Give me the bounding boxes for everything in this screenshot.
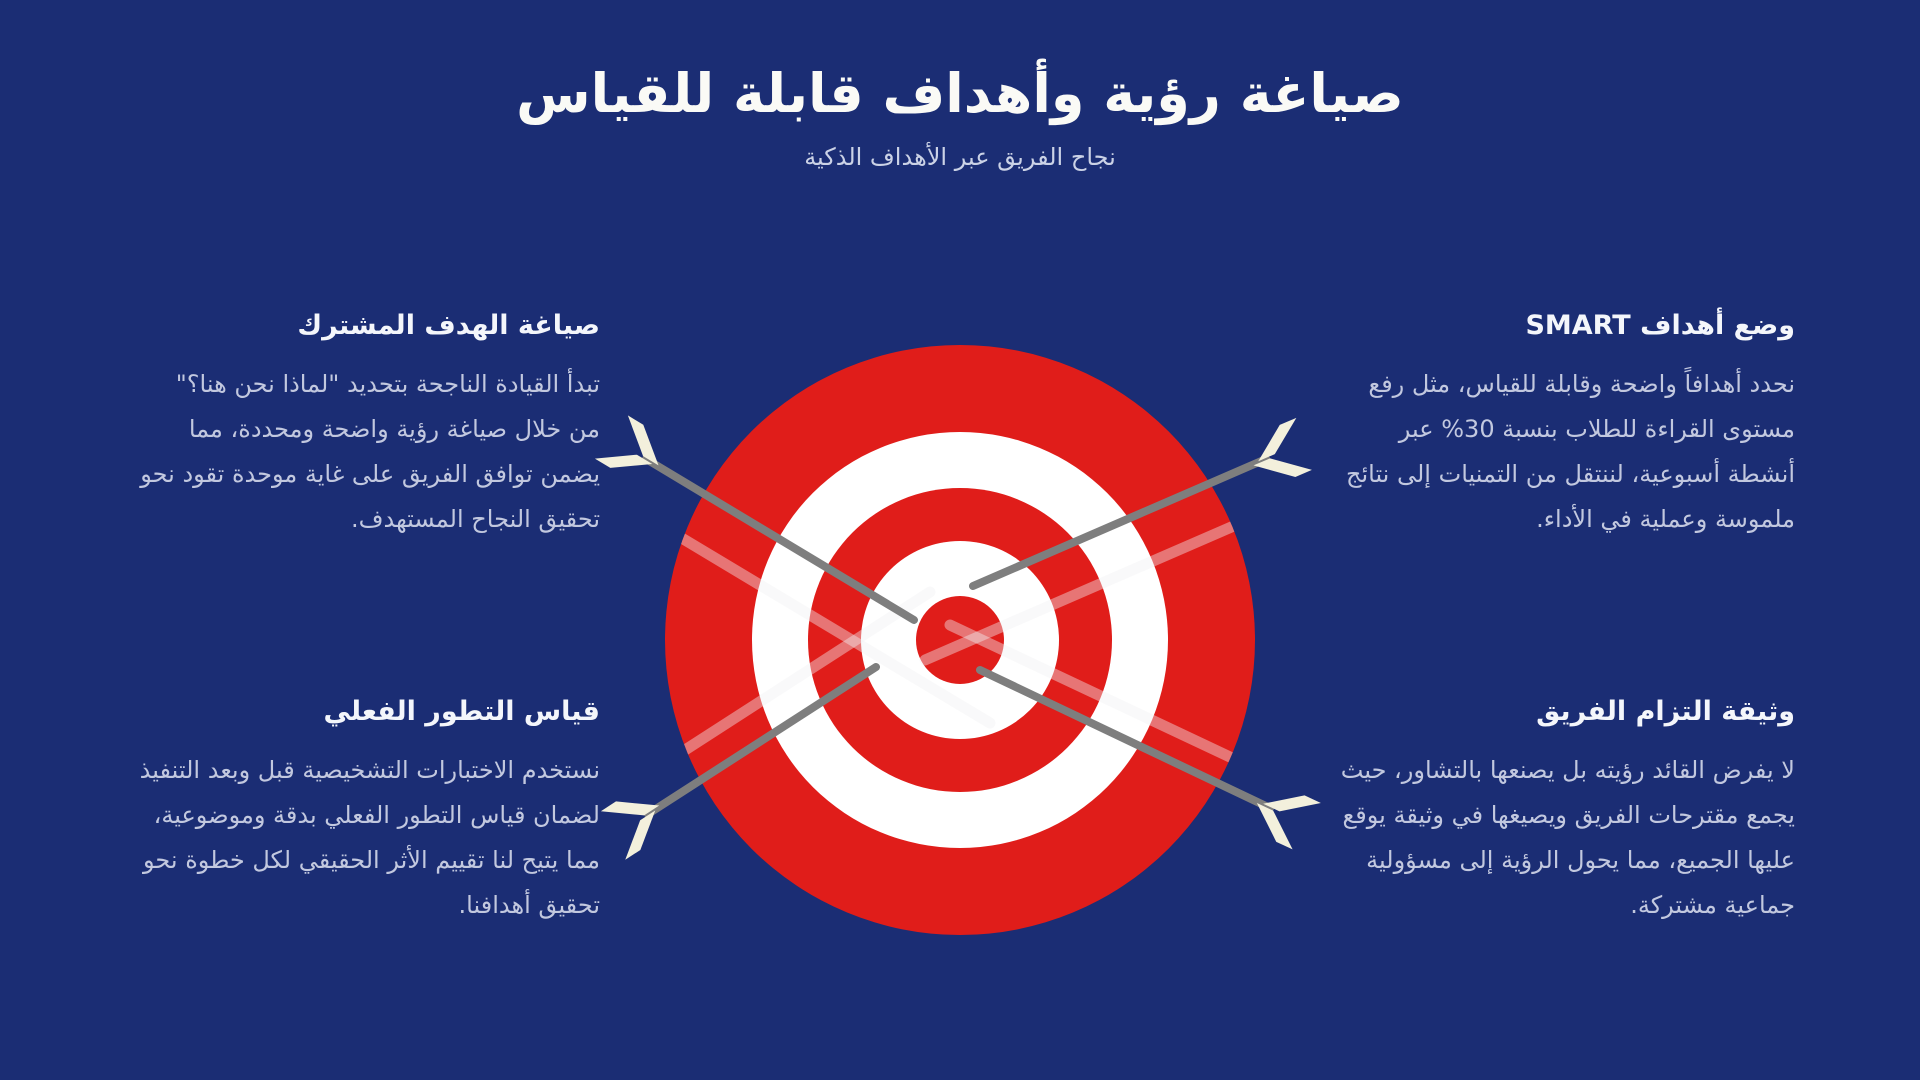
callout-smart-goals bbox=[1333, 308, 1795, 542]
callout-body: تبدأ القيادة الناجحة بتحديد "لماذا نحن هنا؟" من خلال صياغة رؤية واضحة ومحددة، مما يضمن توافق الفريق على غاية موحدة تقود نحو تحقيق النجاح المستهدف. bbox=[140, 370, 600, 533]
arrow-fletching bbox=[1245, 779, 1320, 852]
callout-heading: وثيقة التزام الفريق bbox=[1536, 696, 1795, 727]
page-title: صياغة رؤية وأهداف قابلة للقياس bbox=[516, 62, 1404, 125]
callout-heading: صياغة الهدف المشترك bbox=[297, 310, 600, 341]
callout-body: نحدد أهدافاً واضحة وقابلة للقياس، مثل رفع مستوى القراءة للطلاب بنسبة 30% عبر أنشطة أسبوعية، لننتقل من التمنيات إلى نتائج ملموسة وعملية في الأداء. bbox=[1345, 370, 1795, 533]
callout-body: نستخدم الاختبارات التشخيصية قبل وبعد التنفيذ لضمان قياس التطور الفعلي بدقة وموضوعية، مما يتيح لنا تقييم الأثر الحقيقي لكل خطوة نحو تحقيق أهدافنا. bbox=[139, 756, 600, 919]
callout-heading: وضع أهداف SMART bbox=[1525, 310, 1795, 341]
arrow-fletching bbox=[596, 783, 674, 860]
arrow-fletching bbox=[595, 412, 673, 488]
callout-team-commitment bbox=[1333, 694, 1795, 928]
page-subtitle: نجاح الفريق عبر الأهداف الذكية bbox=[804, 143, 1116, 171]
callout-measure-progress bbox=[138, 694, 600, 928]
callout-body: لا يفرض القائد رؤيته بل يصنعها بالتشاور، حيث يجمع مقترحات الفريق ويصيغها في وثيقة يوقع عليها الجميع، مما يحول الرؤية إلى مسؤولية جماعية مشتركة. bbox=[1340, 756, 1795, 919]
callout-shared-goal bbox=[138, 308, 600, 542]
callout-heading: قياس التطور الفعلي bbox=[323, 696, 600, 727]
arrow-fletching bbox=[1243, 418, 1317, 490]
